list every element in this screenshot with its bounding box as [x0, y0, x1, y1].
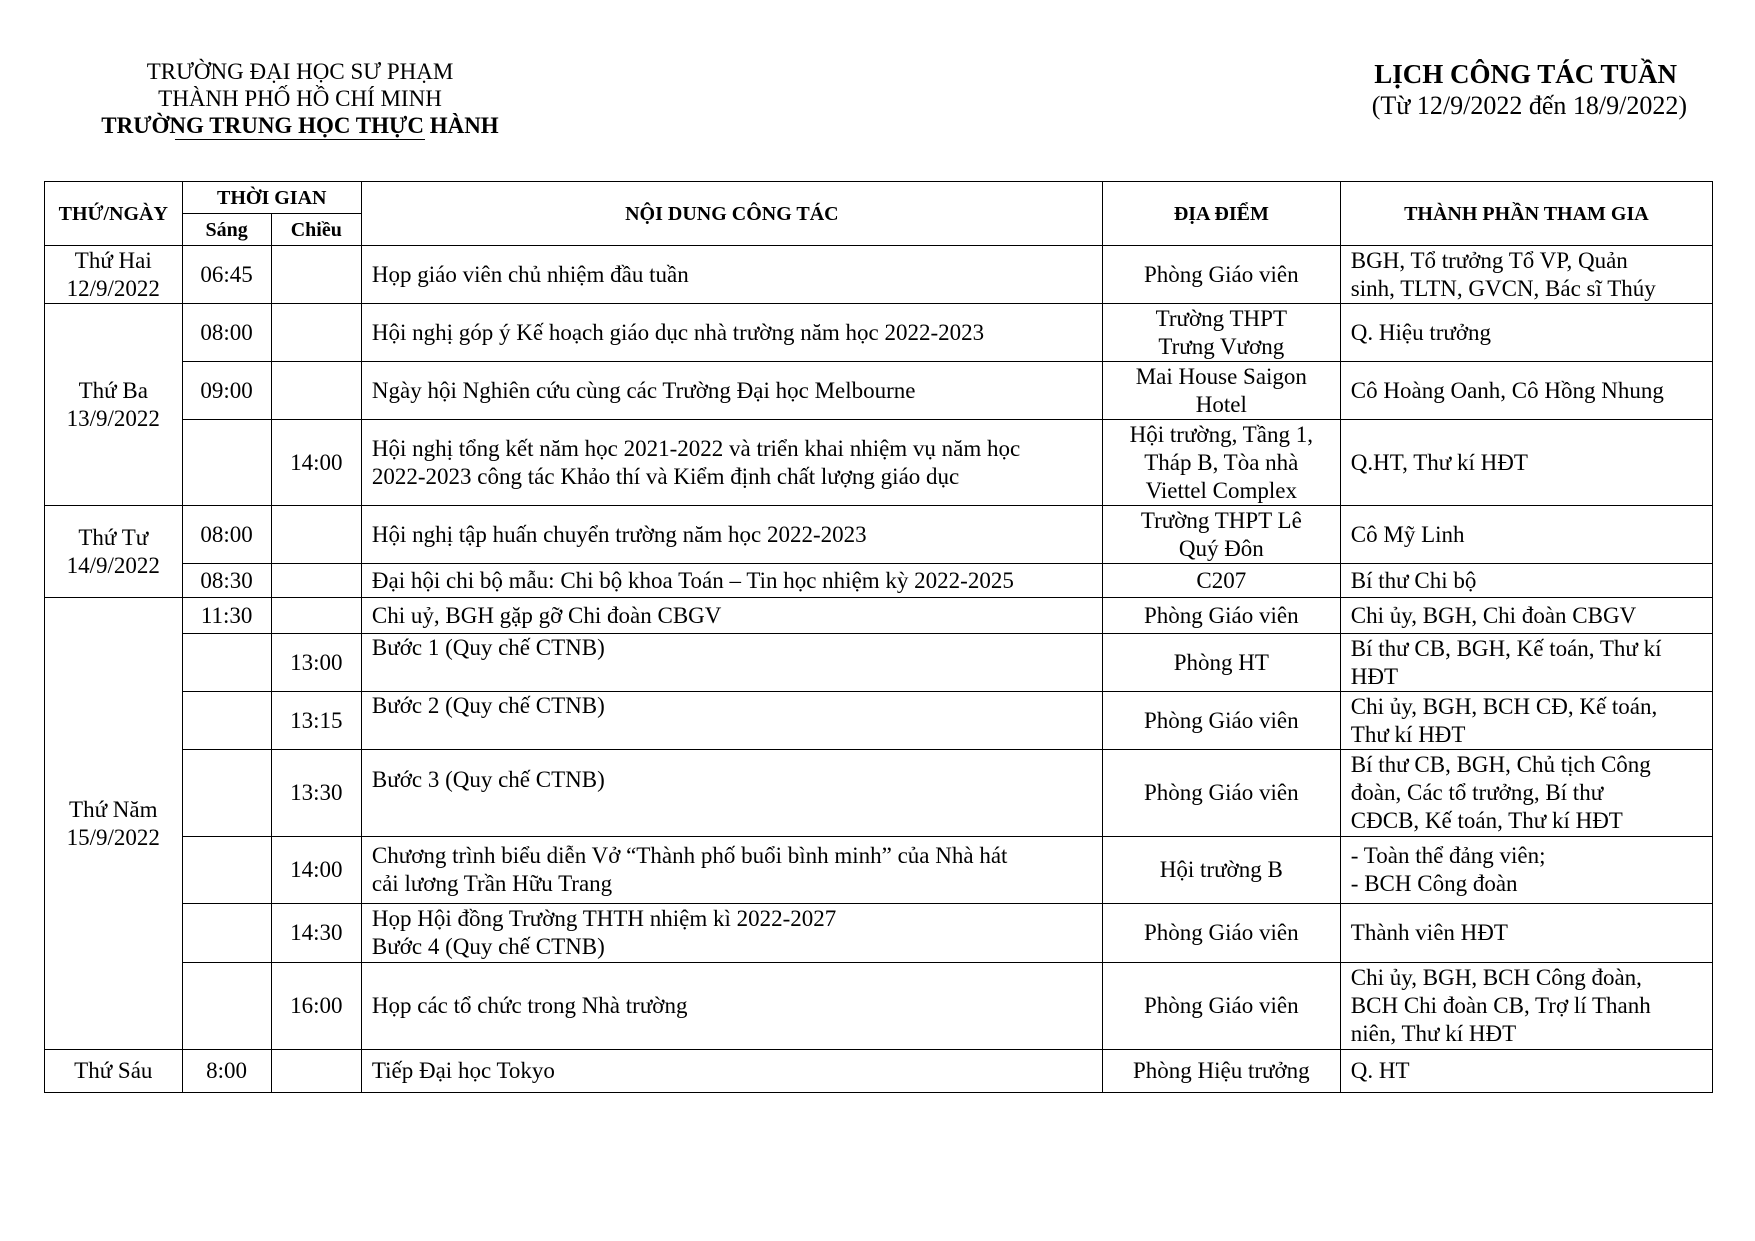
- day-name: Thứ Tư: [78, 524, 149, 550]
- column-header-participants: THÀNH PHẦN THAM GIA: [1340, 182, 1712, 246]
- afternoon-time: 13:00: [271, 634, 361, 692]
- day-date: 14/9/2022: [66, 552, 160, 578]
- table-row: [45, 506, 1713, 564]
- table-row: [45, 362, 1713, 420]
- table-row: [45, 246, 1713, 304]
- content-cell: [361, 304, 1102, 362]
- day-cell: [45, 304, 183, 506]
- document-title: LỊCH CÔNG TÁC TUẦN: [1374, 59, 1677, 89]
- content-line: Đại hội chi bộ mẫu: Chi bộ khoa Toán – Tin học nhiệm kỳ 2022-2025: [371, 567, 1014, 593]
- participants-line: CĐCB, Kế toán, Thư kí HĐT: [1350, 808, 1623, 833]
- morning-time: 08:00: [182, 506, 271, 564]
- location-cell: [1102, 304, 1340, 362]
- afternoon-time: [271, 362, 361, 420]
- morning-time: 08:30: [182, 564, 271, 598]
- day-cell: [45, 246, 183, 304]
- content-line: Hội nghị góp ý Kế hoạch giáo dục nhà trường năm học 2022-2023: [371, 319, 985, 345]
- participants-line: HĐT: [1350, 663, 1399, 689]
- participants-line: BGH, Tổ trưởng Tổ VP, Quản: [1350, 247, 1628, 273]
- participants-cell: [1340, 506, 1712, 564]
- participants-cell: [1340, 420, 1712, 506]
- location-line: Hội trường B: [1159, 857, 1283, 882]
- location-cell: [1102, 837, 1340, 904]
- participants-line: niên, Thư kí HĐT: [1350, 1021, 1517, 1046]
- participants-cell: [1340, 837, 1712, 904]
- location-line: C207: [1196, 567, 1247, 593]
- location-line: Trường THPT Lê: [1140, 507, 1302, 533]
- location-line: Quý Đôn: [1178, 535, 1264, 561]
- morning-time: [182, 837, 271, 904]
- location-line: Hội trường, Tầng 1,: [1129, 421, 1313, 447]
- table-row: [45, 750, 1713, 837]
- content-line: Họp Hội đồng Trường THTH nhiệm kì 2022-2027: [371, 906, 837, 931]
- location-line: Trường THPT: [1155, 305, 1287, 331]
- location-cell: [1102, 904, 1340, 963]
- location-cell: [1102, 963, 1340, 1050]
- content-cell: [361, 362, 1102, 420]
- morning-time: 11:30: [182, 598, 271, 634]
- column-header-time: THỜI GIAN: [182, 182, 361, 214]
- participants-cell: [1340, 963, 1712, 1050]
- location-cell: [1102, 246, 1340, 304]
- location-cell: [1102, 362, 1340, 420]
- location-cell: [1102, 564, 1340, 598]
- table-row: [45, 420, 1713, 506]
- location-line: Phòng Hiệu trưởng: [1132, 1058, 1310, 1083]
- table-row: [45, 837, 1713, 904]
- content-cell: [361, 564, 1102, 598]
- column-header-location: ĐỊA ĐIỂM: [1102, 182, 1340, 246]
- location-line: Phòng Giáo viên: [1144, 707, 1299, 733]
- location-line: Phòng Giáo viên: [1144, 780, 1299, 805]
- afternoon-time: [271, 506, 361, 564]
- location-line: Phòng HT: [1173, 649, 1269, 675]
- content-line: cải lương Trần Hữu Trang: [371, 871, 613, 896]
- table-row: [45, 904, 1713, 963]
- location-cell: [1102, 634, 1340, 692]
- participants-line: Q.HT, Thư kí HĐT: [1350, 449, 1528, 475]
- table-row: [45, 564, 1713, 598]
- content-line: Hội nghị tập huấn chuyển trường năm học 2022-2023: [371, 521, 867, 547]
- location-cell: [1102, 506, 1340, 564]
- day-cell: [45, 598, 183, 1050]
- table-row: [45, 692, 1713, 750]
- location-line: Mai House Saigon: [1135, 363, 1307, 389]
- participants-line: Chi ủy, BGH, Chi đoàn CBGV: [1350, 602, 1637, 628]
- content-line: Chương trình biểu diễn Vở “Thành phố buổi bình minh” của Nhà hát: [371, 843, 1008, 868]
- participants-cell: [1340, 362, 1712, 420]
- school-name: TRƯỜNG TRUNG HỌC THỰC HÀNH: [101, 113, 499, 138]
- morning-time: 09:00: [182, 362, 271, 420]
- morning-time: [182, 692, 271, 750]
- participants-cell: [1340, 1050, 1712, 1093]
- location-line: Phòng Giáo viên: [1144, 993, 1299, 1018]
- table-row: [45, 598, 1713, 634]
- participants-line: Q. Hiệu trưởng: [1350, 319, 1492, 345]
- participants-line: Chi ủy, BGH, BCH Công đoàn,: [1350, 965, 1642, 990]
- morning-time: 8:00: [182, 1050, 271, 1093]
- location-cell: [1102, 598, 1340, 634]
- morning-time: [182, 634, 271, 692]
- content-line: Họp giáo viên chủ nhiệm đầu tuần: [371, 261, 689, 287]
- participants-cell: [1340, 304, 1712, 362]
- participants-line: Q. HT: [1350, 1058, 1410, 1083]
- schedule-table: [44, 181, 1713, 1093]
- content-cell: [361, 634, 1102, 692]
- location-cell: [1102, 750, 1340, 837]
- content-cell: [361, 506, 1102, 564]
- morning-time: [182, 420, 271, 506]
- content-line: Chi uỷ, BGH gặp gỡ Chi đoàn CBGV: [371, 602, 722, 628]
- content-cell: [361, 692, 1102, 750]
- participants-line: Bí thư Chi bộ: [1350, 567, 1477, 593]
- day-name: Thứ Sáu: [74, 1058, 153, 1083]
- participants-line: Chi ủy, BGH, BCH CĐ, Kế toán,: [1350, 693, 1658, 719]
- table-row: [45, 963, 1713, 1050]
- location-line: Hotel: [1195, 391, 1247, 417]
- header-divider: [175, 139, 425, 140]
- content-cell: [361, 750, 1102, 837]
- afternoon-time: 14:00: [271, 837, 361, 904]
- location-line: Phòng Giáo viên: [1144, 261, 1299, 287]
- table-row: [45, 304, 1713, 362]
- content-cell: [361, 246, 1102, 304]
- content-line: Bước 3 (Quy chế CTNB): [371, 767, 605, 792]
- participants-line: Bí thư CB, BGH, Kế toán, Thư kí: [1350, 635, 1662, 661]
- location-cell: [1102, 1050, 1340, 1093]
- participants-line: Thư kí HĐT: [1350, 721, 1466, 747]
- column-header-day: THỨ/NGÀY: [45, 182, 183, 246]
- location-line: Tháp B, Tòa nhà: [1144, 449, 1299, 475]
- location-cell: [1102, 420, 1340, 506]
- participants-line: - BCH Công đoàn: [1350, 871, 1518, 896]
- participants-cell: [1340, 564, 1712, 598]
- column-header-morning: Sáng: [182, 214, 271, 246]
- afternoon-time: 14:00: [271, 420, 361, 506]
- document-title-block: [1267, 58, 1687, 122]
- morning-time: 06:45: [182, 246, 271, 304]
- content-line: Bước 1 (Quy chế CTNB): [371, 635, 605, 660]
- content-cell: [361, 420, 1102, 506]
- participants-line: Thành viên HĐT: [1350, 920, 1508, 945]
- city-name: THÀNH PHỐ HỒ CHÍ MINH: [158, 86, 442, 111]
- morning-time: [182, 963, 271, 1050]
- location-line: Phòng Giáo viên: [1144, 602, 1299, 628]
- participants-line: Cô Mỹ Linh: [1350, 521, 1465, 547]
- column-header-content: NỘI DUNG CÔNG TÁC: [361, 182, 1102, 246]
- participants-line: - Toàn thể đảng viên;: [1350, 843, 1546, 868]
- participants-cell: [1340, 634, 1712, 692]
- location-line: Viettel Complex: [1145, 477, 1297, 503]
- content-line: Bước 4 (Quy chế CTNB): [371, 934, 605, 959]
- afternoon-time: [271, 564, 361, 598]
- day-cell: [45, 1050, 183, 1093]
- content-cell: [361, 904, 1102, 963]
- participants-cell: [1340, 246, 1712, 304]
- participants-cell: [1340, 750, 1712, 837]
- location-line: Trưng Vương: [1158, 333, 1285, 359]
- afternoon-time: 13:15: [271, 692, 361, 750]
- day-date: 15/9/2022: [66, 824, 160, 850]
- content-cell: [361, 837, 1102, 904]
- column-header-afternoon: Chiều: [271, 214, 361, 246]
- day-date: 12/9/2022: [66, 275, 160, 301]
- afternoon-time: [271, 304, 361, 362]
- table-row: [45, 1050, 1713, 1093]
- content-line: Họp các tổ chức trong Nhà trường: [371, 993, 688, 1018]
- afternoon-time: 16:00: [271, 963, 361, 1050]
- participants-line: BCH Chi đoàn CB, Trợ lí Thanh: [1350, 993, 1651, 1018]
- content-cell: [361, 598, 1102, 634]
- afternoon-time: [271, 598, 361, 634]
- content-line: Bước 2 (Quy chế CTNB): [371, 693, 605, 718]
- school-header: [80, 58, 520, 140]
- afternoon-time: 13:30: [271, 750, 361, 837]
- afternoon-time: 14:30: [271, 904, 361, 963]
- participants-line: Bí thư CB, BGH, Chủ tịch Công: [1350, 752, 1651, 777]
- day-name: Thứ Năm: [69, 796, 158, 822]
- content-line: Ngày hội Nghiên cứu cùng các Trường Đại học Melbourne: [371, 377, 916, 403]
- table-row: [45, 634, 1713, 692]
- morning-time: [182, 904, 271, 963]
- day-date: 13/9/2022: [66, 405, 160, 431]
- content-line: Tiếp Đại học Tokyo: [371, 1058, 555, 1083]
- content-cell: [361, 1050, 1102, 1093]
- content-line: Hội nghị tổng kết năm học 2021-2022 và triển khai nhiệm vụ năm học: [371, 435, 1021, 461]
- afternoon-time: [271, 246, 361, 304]
- content-line: 2022-2023 công tác Khảo thí và Kiểm định chất lượng giáo dục: [371, 463, 960, 489]
- participants-cell: [1340, 692, 1712, 750]
- location-cell: [1102, 692, 1340, 750]
- participants-cell: [1340, 904, 1712, 963]
- day-name: Thứ Ba: [78, 377, 148, 403]
- participants-line: đoàn, Các tổ trưởng, Bí thư: [1350, 780, 1604, 805]
- participants-cell: [1340, 598, 1712, 634]
- date-range: (Từ 12/9/2022 đến 18/9/2022): [1371, 91, 1687, 120]
- afternoon-time: [271, 1050, 361, 1093]
- day-cell: [45, 506, 183, 598]
- location-line: Phòng Giáo viên: [1144, 920, 1299, 945]
- morning-time: 08:00: [182, 304, 271, 362]
- day-name: Thứ Hai: [74, 247, 152, 273]
- university-name: TRƯỜNG ĐẠI HỌC SƯ PHẠM: [146, 59, 454, 84]
- morning-time: [182, 750, 271, 837]
- participants-line: sinh, TLTN, GVCN, Bác sĩ Thúy: [1350, 275, 1656, 301]
- content-cell: [361, 963, 1102, 1050]
- participants-line: Cô Hoàng Oanh, Cô Hồng Nhung: [1350, 377, 1664, 403]
